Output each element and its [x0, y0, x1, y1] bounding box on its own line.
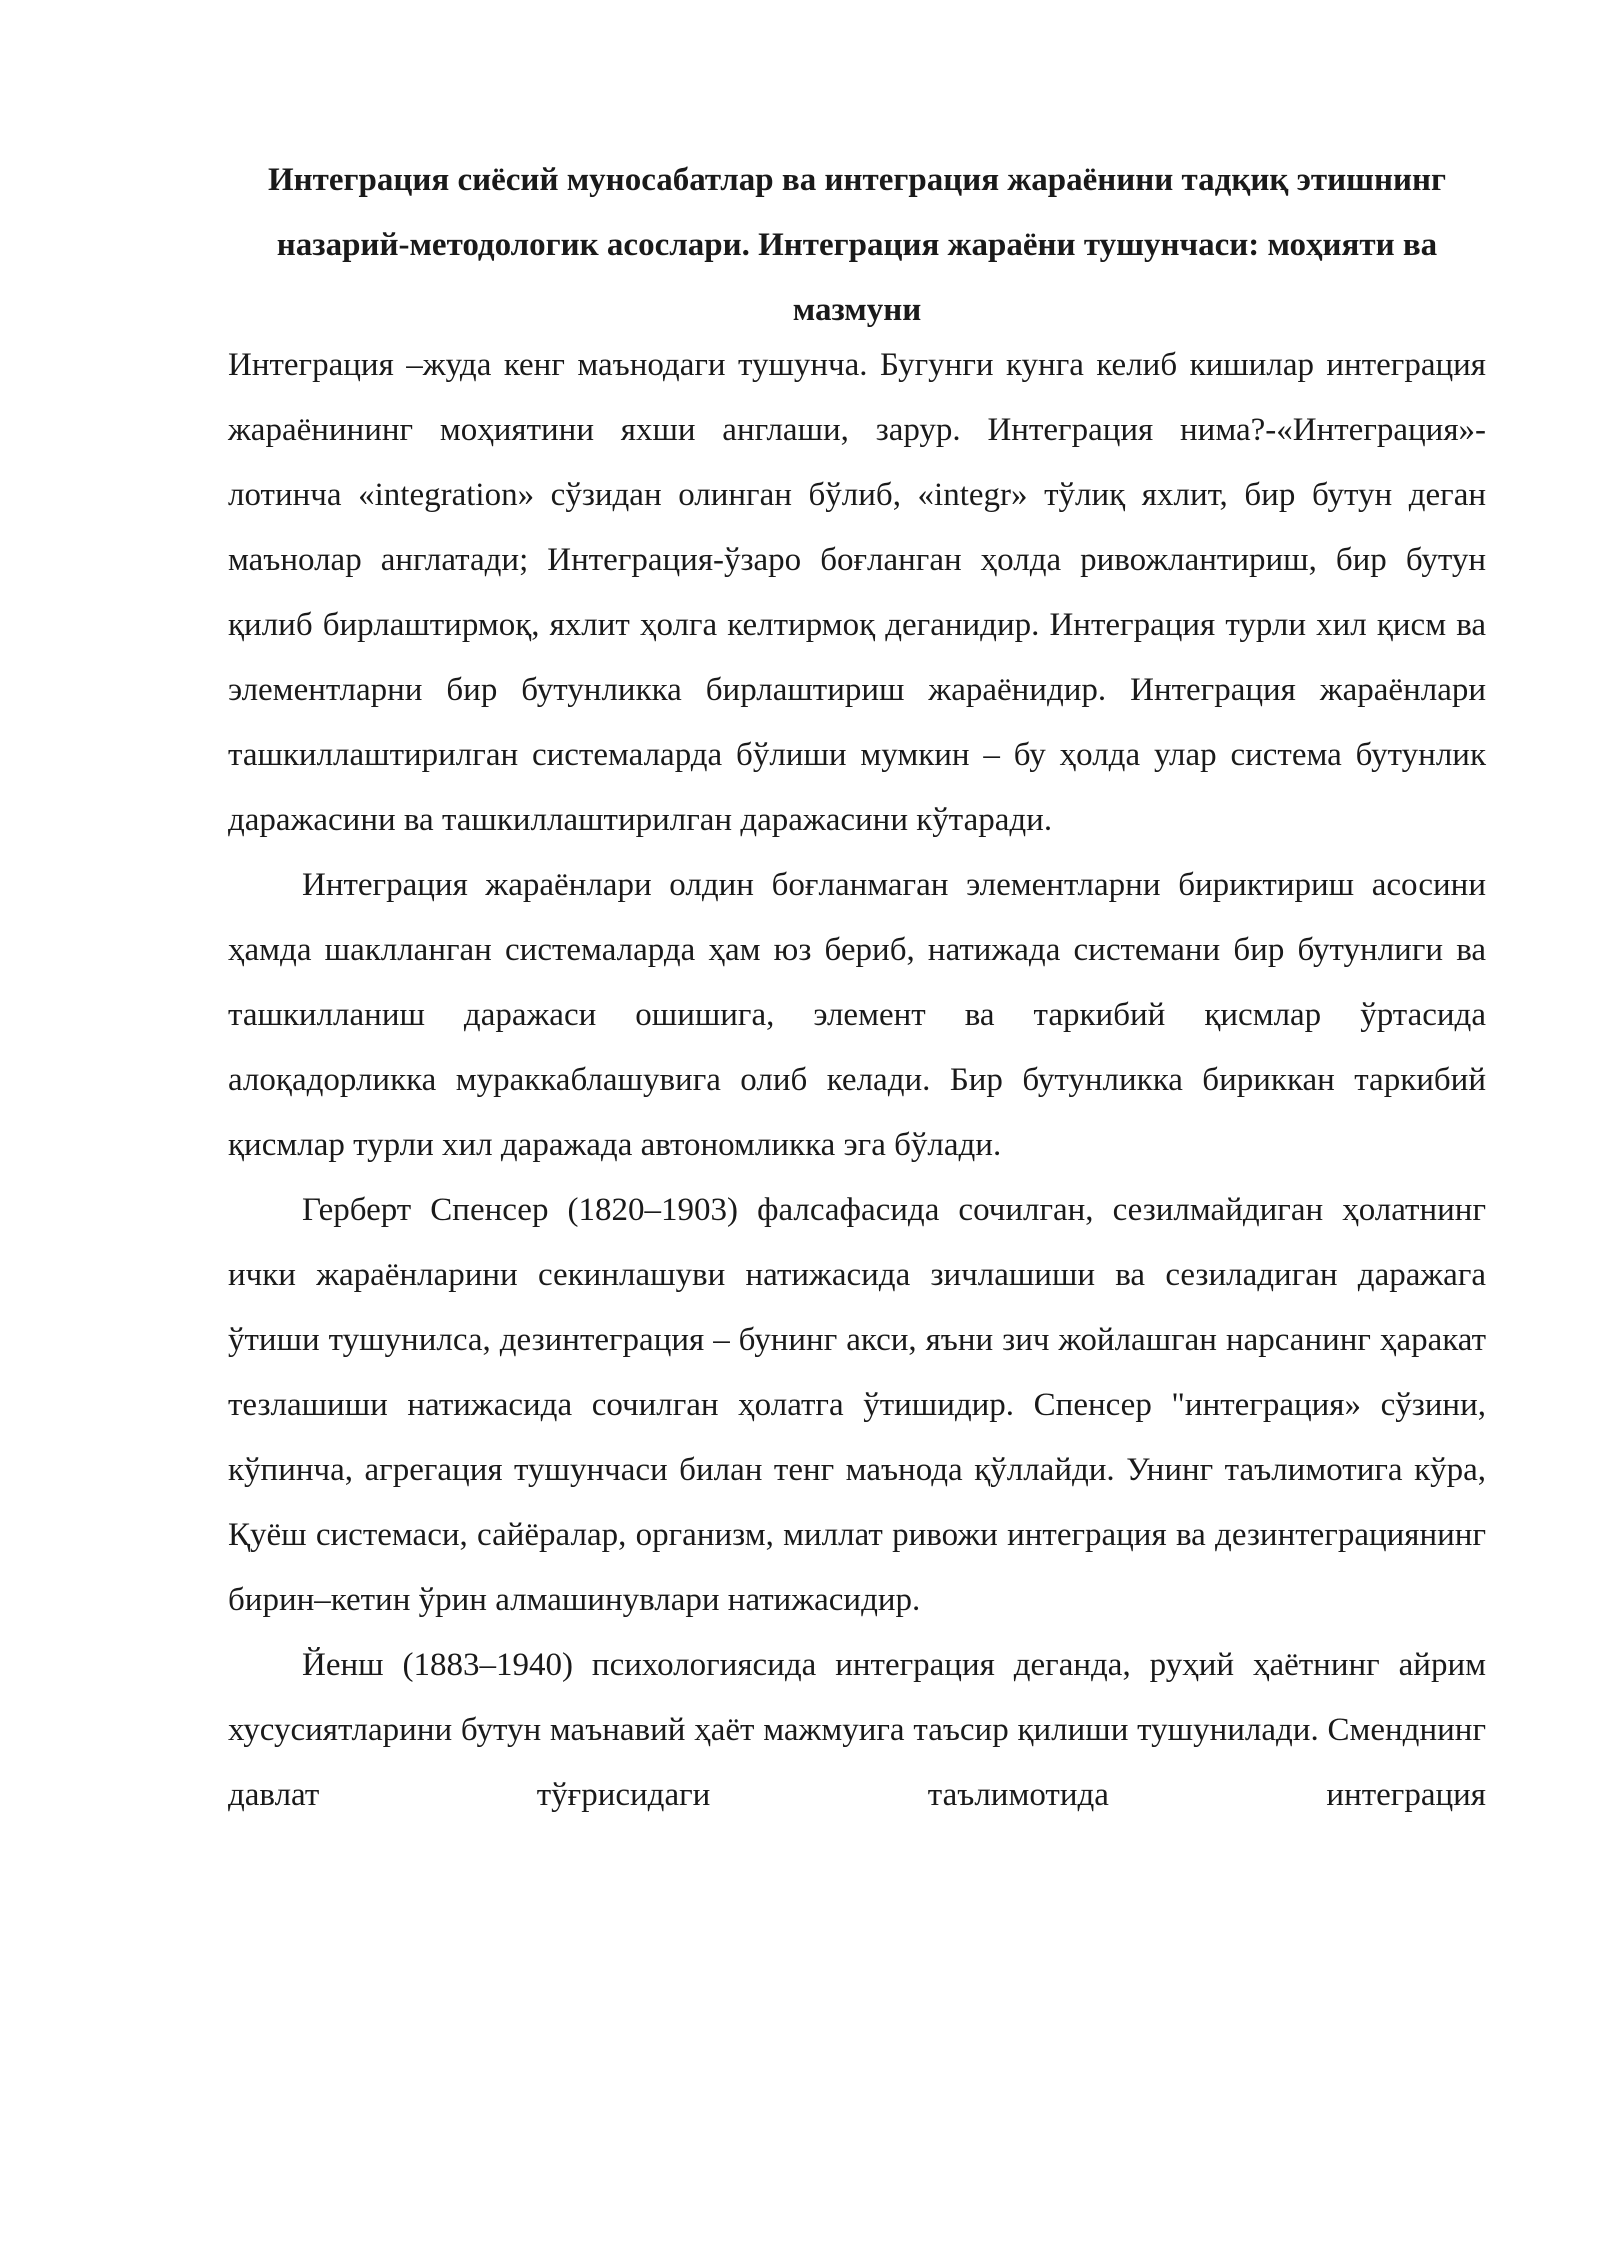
paragraph: Интеграция жараёнлари олдин боғланмаган элементларни бириктириш асосини ҳамда шаклланган системаларда ҳам юз бериб, натижада системани бир бутунлиги ва ташкилланиш даражаси ошишига, элемент ва таркибий қисмлар ўртасида алоқадорликка мураккаблашувига олиб келади. Бир бутунликка бириккан таркибий қисмлар турли хил даражада автономликка эга бўлади.: [228, 867, 1486, 1163]
paragraph: Йенш (1883–1940) психологиясида интеграция деганда, руҳий ҳаётнинг айрим хусусиятларини бутун маънавий ҳаёт мажмуига таъсир қилиши тушунилади. Сменднинг давлат тўғрисидаги таълимотида интеграция: [228, 1647, 1486, 1813]
document-title: Интеграция сиёсий муносабатлар ва интеграция жараёнини тадқиқ этишнинг назарий-методологик асослари. Интеграция жараёни тушунчаси: моҳияти ва мазмуни: [267, 162, 1447, 328]
document-page: [228, 148, 1486, 1828]
paragraph: Герберт Спенсер (1820–1903) фалсафасида сочилган, сезилмайдиган ҳолатнинг ички жараёнларини секинлашуви натижасида зичлашиши ва сезиладиган даражага ўтиши тушунилса, дезинтеграция – бунинг акси, яъни зич жойлашган нарсанинг ҳаракат тезлашиши натижасида сочилган ҳолатга ўтишидир. Спенсер "интеграция» сўзини, кўпинча, агрегация тушунчаси билан тенг маънода қўллайди. Унинг таълимотига кўра, Қуёш системаси, сайёралар, организм, миллат ривожи интеграция ва дезинтеграциянинг бирин–кетин ўрин алмашинувлари натижасидир.: [228, 1192, 1486, 1618]
paragraph: Интеграция –жуда кенг маънодаги тушунча. Бугунги кунга келиб кишилар интеграция жараёнининг моҳиятини яхши англаши, зарур. Интеграция нима?-«Интеграция»-лотинча «integration» сўзидан олинган бўлиб, «integr» тўлиқ яхлит, бир бутун деган маънолар англатади; Интеграция-ўзаро боғланган ҳолда ривожлантириш, бир бутун қилиб бирлаштирмоқ, яхлит ҳолга келтирмоқ деганидир. Интеграция турли хил қисм ва элементларни бир бутунликка бирлаштириш жараёнидир. Интеграция жараёнлари ташкиллаштирилган системаларда бўлиши мумкин – бу ҳолда улар система бутунлик даражасини ва ташкиллаштирилган даражасини кўтаради.: [228, 347, 1486, 838]
